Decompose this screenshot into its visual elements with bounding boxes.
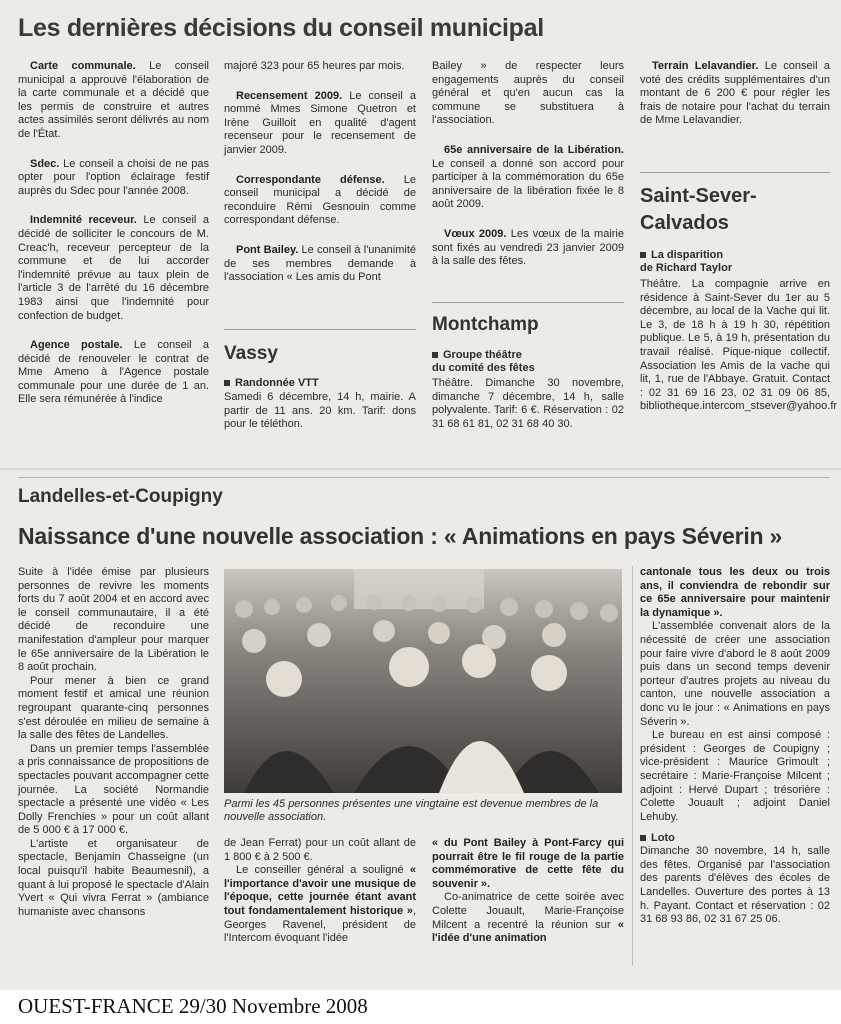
p-continued: majoré 323 pour 65 heures par mois. (224, 60, 405, 72)
top-column-3 (432, 60, 624, 285)
p-body: Le conseil a voté des crédits supplémentaires d'un montant de 6 200 € pour régler les frais de notaire pour l'achat du terrain de Mme Lelavandier. (640, 60, 831, 127)
p-quote: « du Pont Bailey à Pont-Farcy qui pourrait être le fil rouge de la partie commémorative de cette fête du souvenir ». (432, 837, 624, 890)
p-body: Le conseil a décidé de solliciter le concours de M. Creac'h, receveur percepteur de la commune et de lui accorder l'indemnité prévue au taux plein de l'article 3 de l'arrêté du 16 décembre 1983 ainsi que l'indemnité pour confection de budget. (18, 214, 210, 322)
town-vassy: Vassy (224, 343, 278, 364)
vassy-body (224, 391, 416, 448)
top-column-2 (224, 60, 416, 301)
p-title: Recensement 2009. (236, 89, 343, 102)
divider (432, 302, 624, 303)
p-continued: Bailey » de respecter leurs engagements auprès du conseil général et qu'en aucun cas la commune se substituera à l'association. (432, 60, 624, 127)
bottom-column-1 (18, 566, 209, 919)
divider (18, 477, 830, 478)
town-saint-sever (640, 183, 757, 237)
p-body: Dimanche 30 novembre, 14 h, salle des fêtes. Organisé par l'association des parents d'élèves des écoles de Landelles. Ouverture des portes à 13 h. Payant. Contact et réservation : 02 31 68 93 86, 02 31 67 25 06. (640, 845, 830, 926)
headline-top: Les dernières décisions du conseil municipal (18, 14, 544, 42)
square-bullet-icon (224, 380, 230, 386)
subhead-text: La disparition (651, 249, 724, 261)
p-quote: « l'idée d'une animation (432, 918, 624, 945)
meeting-photo (224, 569, 622, 793)
p-title: Vœux 2009. (444, 227, 507, 240)
subhead-text: de Richard Taylor (640, 262, 733, 274)
p-body: L'assemblée convenait alors de la nécessité de créer une association pour faire vivre d'abord le 8 août 2009 puis dans un second temps devenir porteur d'autres projets au niveau du canton, une nouvelle association a donc vu le jour : « Animations en pays Séverin ». (640, 620, 830, 728)
p-title: Indemnité receveur. (30, 214, 137, 227)
p-title: Terrain Lelavandier. (652, 60, 759, 72)
p-body: Co-animatrice de cette soirée avec Colette Jouault, Marie-Françoise Milcent a recentré la réunion sur (432, 891, 624, 931)
p-body: Théâtre. Dimanche 30 novembre, dimanche 7 décembre, 14 h, salle polyvalente. Tarif: 6 €. Réservation : 02 31 68 61 81, 02 31 68 40 30. (432, 377, 624, 430)
subhead (640, 249, 732, 275)
bottom-column-3 (432, 837, 624, 946)
p-body: Les vœux de la mairie sont fixés au vendredi 23 janvier 2009 à la salle des fêtes. (432, 227, 624, 268)
town-line: Saint-Sever- (640, 185, 757, 207)
source-footer: OUEST-FRANCE 29/30 Novembre 2008 (18, 994, 368, 1018)
p-body: Le conseiller général a souligné (236, 864, 410, 877)
column-divider (632, 566, 633, 966)
p-body: Le conseil à l'unanimité de ses membres demande à l'association « Les amis du Pont (224, 243, 416, 284)
meeting-photo-image (224, 569, 622, 793)
subhead-text: Randonnée VTT (235, 377, 319, 389)
p-body: Suite à l'idée émise par plusieurs personnes de revivre les moments forts du 7 août 2004 et en accord avec le conseil communautaire, il a été décidé de reconduire une manifestation d'ampleur pour marquer le 65e anniversaire de la Libération le 8 août prochain. (18, 566, 209, 674)
subhead-text: Loto (651, 832, 675, 845)
town-line: Calvados (640, 212, 729, 234)
p-title: Correspondante défense. (236, 173, 385, 186)
divider (640, 172, 830, 173)
p-body: Le conseil a décidé de renouveler le contrat de Mme Ameno à l'Agence postale communale pour une durée de 1 an. Elle sera rémunérée à l'indice (18, 339, 209, 406)
p-body: Théâtre. La compagnie arrive en résidence à Saint-Sever du 1er au 5 décembre, au local de la Vache qui lit. Le 3, de 18 h à 19 h 30, répétition publique. Le 5, à 19 h, présentation du travail réalisé. Pique-nique collectif. Association les Amis de la vache qui lit, 1, rue de l'Abbaye. Gratuit. Contact : 02 31 69 16 23, 02 31 09 06 85, bibliotheque.intercom_stsever@yahoo.fr (640, 278, 838, 413)
fold-crease (0, 468, 841, 470)
p-body: Le conseil a nommé Mmes Simone Quetron et Irène Guilloit en qualité d'agent recenseur pour le recensement de janvier 2009. (224, 89, 417, 156)
subhead-text: Groupe théâtre (443, 349, 522, 361)
p-body: Samedi 6 décembre, 14 h, mairie. A partir de 11 ans. 20 km. Tarif: dons pour le téléthon. (224, 391, 416, 431)
p-quote: « l'importance d'avoir une musique de l'époque, cette journée étant avant tout fondamentalement historique » (224, 864, 416, 917)
section-title: Landelles-et-Coupigny (18, 486, 223, 507)
p-body: Le conseil a choisi de ne pas opter pour l'option éclairage festif auprès du Sdec pour l'année 2008. (18, 157, 209, 197)
square-bullet-icon (432, 352, 438, 358)
subhead (432, 349, 535, 375)
p-body: L'artiste et organisateur de spectacle, Benjamin Chasseigne (un local puisqu'il habite Beaumesnil), a quant à lui proposé le spectacle d'Alain Yvert « Qui vivra Ferrat » (ambiance humaniste avec chansons (18, 837, 209, 918)
headline-bottom: Naissance d'une nouvelle association : « Animations en pays Séverin » (18, 523, 783, 549)
p-body: Le conseil municipal a décidé de reconduire Rémi Gesnouin comme correspondant défense. (224, 173, 416, 227)
divider (224, 329, 416, 330)
p-body: de Jean Ferrat) pour un coût allant de 1 800 € à 2 500 €. (224, 837, 416, 863)
montchamp-body (432, 377, 624, 447)
p-quote: cantonale tous les deux ou trois ans, il conviendra de rebondir sur ce 65e anniversaire pour maintenir la dynamique ». (640, 566, 830, 619)
p-body: Le bureau en est ainsi composé : président : Georges de Coupigny ; vice-président : Maurice Grimoult ; secrétaire : Marie-Françoise Milcent ; adjoint : Hervé Dupart ; trésorière : Colette Jouault ; adjoint Daniel Lehuby. (640, 729, 830, 823)
square-bullet-icon (640, 835, 646, 841)
p-body: , Georges Ravenel, président de l'Intercom évoquant l'idée (224, 904, 416, 945)
subhead (224, 377, 319, 390)
top-column-1 (18, 60, 209, 423)
top-column-4 (640, 60, 830, 144)
subhead-text: du comité des fêtes (432, 362, 535, 374)
p-body: Pour mener à bien ce grand moment festif et amical une réunion regroupant quarante-cinq personnes s'est déroulée en milieu de semaine à la salle des fêtes de Landelles. (18, 674, 209, 742)
p-title: 65e anniversaire de la Libération. (444, 143, 624, 156)
photo-caption: Parmi les 45 personnes présentes une vingtaine est devenue membres de la nouvelle association. (224, 798, 599, 823)
p-title: Pont Bailey. (236, 243, 299, 256)
p-body: Le conseil a donné son accord pour participer à la commémoration du 65e anniversaire de la libération fixée le 8 août 2009. (432, 157, 624, 211)
bottom-column-2 (224, 837, 416, 946)
saint-sever-body (640, 278, 838, 430)
p-title: Agence postale. (30, 339, 123, 352)
p-body: Le conseil municipal a approuvé l'élaboration de la carte communale et a décidé que les permis de construire et autres actes assimilés seront délivrés au nom de l'État. (18, 60, 209, 140)
p-title: Carte communale. (30, 60, 136, 72)
square-bullet-icon (640, 252, 646, 258)
subhead (640, 832, 830, 845)
bottom-column-4 (640, 566, 830, 927)
town-montchamp: Montchamp (432, 314, 539, 335)
p-title: Sdec. (30, 157, 60, 170)
p-body: Dans un premier temps l'assemblée a pris connaissance de propositions de spectacles pouvant accompagner cette journée. La société Normandie spectacle a présenté une vidéo « Les Dolly Frenchies » pour un coût allant de 5 000 € à 17 000 €. (18, 742, 209, 837)
